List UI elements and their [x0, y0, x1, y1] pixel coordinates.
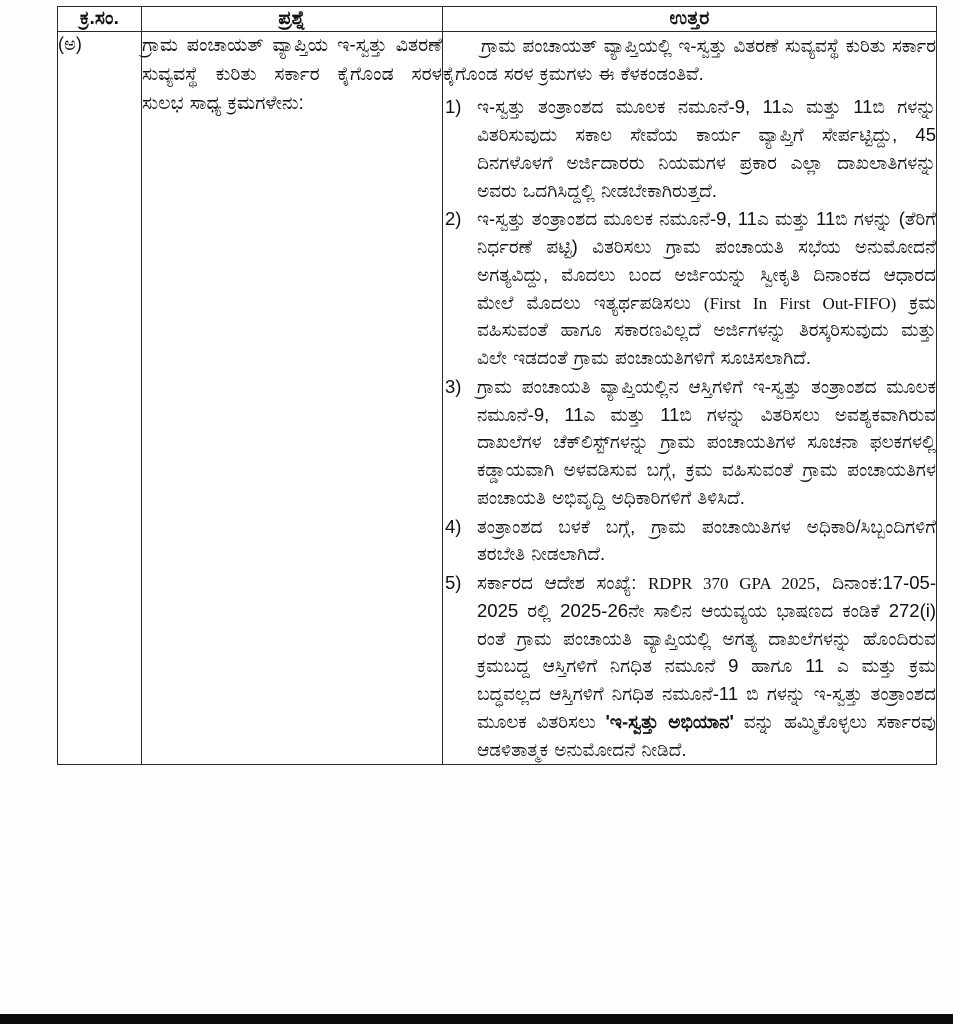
item-marker-4: 4) [445, 515, 462, 537]
answer-item-list [443, 93, 936, 763]
answer-item-5 [443, 569, 936, 763]
item-text-1: ಇ-ಸ್ವತ್ತು ತಂತ್ರಾಂಶದ ಮೂಲಕ ನಮೂನೆ-9, 11ಎ ಮತ್ತು 11ಬಿ ಗಳನ್ನು ವಿತರಿಸುವುದು ಸಕಾಲ ಸೇವೆಯ ಕಾರ್ಯ ವ್ಯಾಪ್ತಿಗೆ ಸೇರ್ಪಟ್ಟಿದ್ದು, 45 ದಿನಗಳೊಳಗೆ ಅರ್ಜಿದಾರರು ನಿಯಮಗಳ ಪ್ರಕಾರ ಎಲ್ಲಾ ದಾಖಲಾತಿಗಳನ್ನು ಅವರು ಒದಗಿಸಿದ್ದಲ್ಲಿ ನೀಡಬೇಕಾಗಿರುತ್ತದೆ. [477, 96, 936, 201]
item-text-2-fifo: (First In First Out-FIFO) [703, 293, 897, 313]
government-order-number: RDPR 370 GPA 2025 [647, 574, 816, 593]
answer-item-1 [443, 93, 936, 204]
table-header [58, 7, 937, 32]
header-answer: ಉತ್ತರ [443, 7, 937, 32]
cell-question-text: ಗ್ರಾಮ ಪಂಚಾಯತ್ ವ್ಯಾಪ್ತಿಯ ಇ-ಸ್ವತ್ತು ವಿತರಣೆ ಸುವ್ಯವಸ್ಥೆ ಕುರಿತು ಸರ್ಕಾರ ಕೈಗೊಂಡ ಸರಳ ಸುಲಭ ಸಾಧ್ಯ ಕ್ರಮಗಳೇನು: [142, 31, 443, 765]
item-text-4: ತಂತ್ರಾಂಶದ ಬಳಕೆ ಬಗ್ಗೆ, ಗ್ರಾಮ ಪಂಚಾಯಿತಿಗಳ ಅಧಿಕಾರಿ/ಸಿಬ್ಬಂದಿಗಳಿಗೆ ತರಬೇತಿ ನೀಡಲಾಗಿದೆ. [477, 515, 936, 565]
header-row [58, 7, 937, 32]
qa-table [57, 6, 937, 765]
item-marker-1: 1) [445, 96, 462, 118]
bottom-edge-band [0, 1014, 953, 1024]
item-text-3: ಗ್ರಾಮ ಪಂಚಾಯತಿ ವ್ಯಾಪ್ತಿಯಲ್ಲಿನ ಆಸ್ತಿಗಳಿಗೆ ಇ-ಸ್ವತ್ತು ತಂತ್ರಾಂಶದ ಮೂಲಕ ನಮೂನೆ-9, 11ಎ ಮತ್ತು 11ಬಿ ಗಳನ್ನು ವಿತರಿಸಲು ಅವಶ್ಯಕವಾಗಿರುವ ದಾಖಲೆಗಳ ಚೆಕ್‌ಲಿಸ್ಟ್‌ಗಳನ್ನು ಗ್ರಾಮ ಪಂಚಾಯತಿಗಳ ಸೂಚನಾ ಫಲಕಗಳಲ್ಲಿ ಕಡ್ಡಾಯವಾಗಿ ಅಳವಡಿಸುವ ಬಗ್ಗೆ, ಕ್ರಮ ವಹಿಸುವಂತೆ ಗ್ರಾಮ ಪಂಚಾಯತಿಗಳ ಪಂಚಾಯತಿ ಅಭಿವೃದ್ದಿ ಅಧಿಕಾರಿಗಳಿಗೆ ತಿಳಿಸಿದೆ. [477, 375, 936, 508]
answer-item-2 [443, 205, 936, 372]
header-question: ಪ್ರಶ್ನೆ [142, 7, 443, 32]
table-body [58, 31, 937, 765]
header-serial: ಕ್ರ.ಸಂ. [58, 7, 142, 32]
cell-answer [443, 31, 937, 765]
answer-item-4 [443, 513, 936, 569]
item-text-2-part1: ಇ-ಸ್ವತ್ತು ತಂತ್ರಾಂಶದ ಮೂಲಕ ನಮೂನೆ-9, 11ಎ ಮತ್ತು 11ಬಿ ಗಳನ್ನು (ತೆರಿಗೆ ನಿರ್ಧರಣೆ ಪಟ್ಟಿ) ವಿತರಿಸಲು ಗ್ರಾಮ ಪಂಚಾಯತಿ ಸಭೆಯ ಅನುಮೋದನೆ ಅಗತ್ಯವಿದ್ದು, ಮೊದಲು ಬಂದ ಅರ್ಜಿಯನ್ನು ಸ್ವೀಕೃತಿ ದಿನಾಂಕದ ಆಧಾರದ ಮೇಲೆ ಮೊದಲು ಇತ್ಯರ್ಥಪಡಿಸಲು [477, 208, 936, 313]
table-row [58, 31, 937, 765]
answer-item-3 [443, 373, 936, 512]
item-text-5-part3: ವನ್ನು ಹಮ್ಮಿಕೊಳ್ಳಲು ಸರ್ಕಾರವು ಆಡಳಿತಾತ್ಮಕ ಅನುಮೋದನೆ ನೀಡಿದೆ. [477, 710, 936, 760]
item-text-5-part1: ಸರ್ಕಾರದ ಆದೇಶ ಸಂಖ್ಯೆ: [477, 572, 648, 593]
cell-serial-label: (ಅ) [58, 31, 142, 765]
item-text-5-part2: , ದಿನಾಂಕ:17-05-2025 ರಲ್ಲಿ 2025-26ನೇ ಸಾಲಿನ ಆಯವ್ಯಯ ಭಾಷಣದ ಕಂಡಿಕೆ 272(i) ರಂತೆ ಗ್ರಾಮ ಪಂಚಾಯತಿ ವ್ಯಾಪ್ತಿಯಲ್ಲಿ ಅಗತ್ಯ ದಾಖಲೆಗಳನ್ನು ಹೊಂದಿರುವ ಕ್ರಮಬದ್ದ ಆಸ್ತಿಗಳಿಗೆ ನಿಗಧಿತ ನಮೂನೆ 9 ಹಾಗೂ 11 ಎ ಮತ್ತು ಕ್ರಮ ಬದ್ಧವಲ್ಲದ ಆಸ್ತಿಗಳಿಗೆ ನಿಗಧಿತ ನಮೂನೆ-11 ಬಿ ಗಳನ್ನು ಇ-ಸ್ವತ್ತು ತಂತ್ರಾಂಶದ ಮೂಲಕ ವಿತರಿಸಲು [477, 572, 936, 732]
answer-intro-paragraph: ಗ್ರಾಮ ಪಂಚಾಯತ್ ವ್ಯಾಪ್ತಿಯಲ್ಲಿ ಇ-ಸ್ವತ್ತು ವಿತರಣೆ ಸುವ್ಯವಸ್ಥೆ ಕುರಿತು ಸರ್ಕಾರ ಕೈಗೊಂಡ ಸರಳ ಕ್ರಮಗಳು ಈ ಕೆಳಕಂಡಂತಿವೆ. [443, 34, 936, 84]
item-marker-2: 2) [445, 208, 462, 230]
campaign-name: 'ಇ-ಸ್ವತ್ತು ಅಭಿಯಾನ' [605, 710, 734, 732]
item-marker-5: 5) [445, 572, 462, 593]
item-text-2-part2: ಕ್ರಮ ವಹಿಸುವಂತೆ ಹಾಗೂ ಸಕಾರಣವಿಲ್ಲದೆ ಅರ್ಜಿಗಳನ್ನು ತಿರಸ್ಕರಿಸುವುದು ಮತ್ತು ವಿಲೇ ಇಡದಂತೆ ಗ್ರಾಮ ಪಂಚಾಯತಿಗಳಿಗೆ ಸೂಚಿಸಲಾಗಿದೆ. [477, 291, 936, 368]
item-marker-3: 3) [445, 375, 462, 397]
